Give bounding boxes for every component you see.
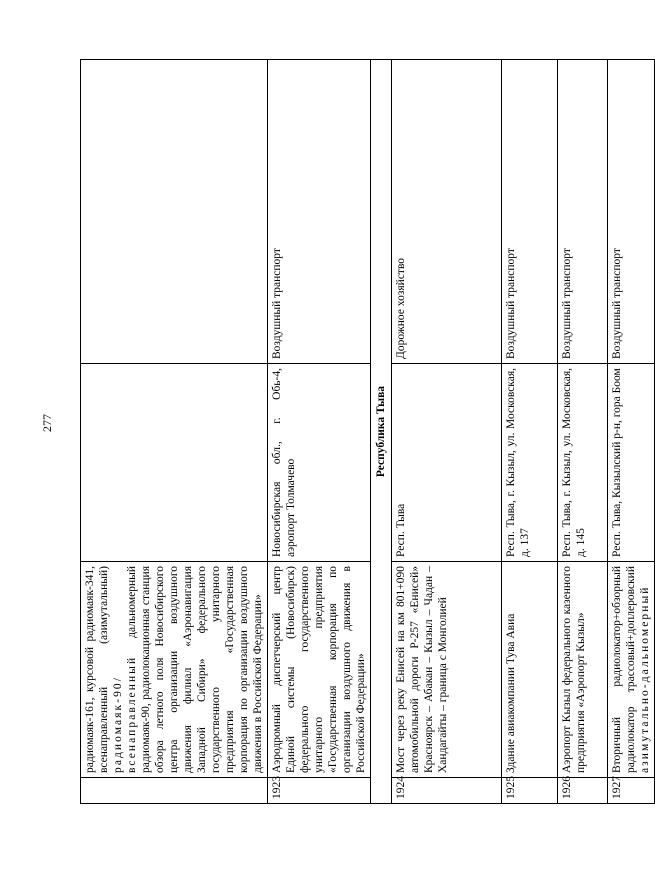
object-category: Воздушный транспорт bbox=[502, 60, 558, 364]
object-address: Респ. Тыва bbox=[392, 364, 502, 562]
table-row bbox=[608, 60, 655, 804]
object-name-line-spaced: радиомаяк-90/всенаправленный bbox=[112, 655, 139, 773]
row-number bbox=[81, 778, 268, 804]
table-row bbox=[81, 60, 268, 804]
registry-table-rotated bbox=[80, 60, 652, 804]
object-address: Новосибирская обл., г. Обь-4, аэропорт Толмачево bbox=[268, 364, 371, 562]
table-row bbox=[268, 60, 371, 804]
object-name-line: дальномерный радиомаяк-90, радиолокационная станция обзора летного поля Новосибирского центра организации воздушного движения филиал «Аэронавигация Западной Сибири» федерального государственного унитарного предприятия «Государственная корпорация по организации воздушного движения в Российской Федерации» bbox=[126, 566, 265, 773]
object-name bbox=[81, 562, 268, 778]
region-header-row bbox=[371, 60, 392, 804]
registry-table bbox=[80, 59, 655, 804]
row-number: 1923 bbox=[268, 778, 371, 804]
table-row bbox=[558, 60, 608, 804]
object-category bbox=[81, 60, 268, 364]
object-name-line: Вторичный радиолокатор+обзорный радиолокатор трассовый+доплеровский bbox=[611, 566, 638, 773]
object-name: Мост через реку Енисей на км 801+090 автомобильной дороги Р-257 «Енисей» Красноярск – Абакан – Кызыл – Чадан – Хандагайты – граница с Монголией bbox=[392, 562, 502, 778]
row-number: 1925 bbox=[502, 778, 558, 804]
object-name: Аэропорт Кызыл федерального казенного предприятия «Аэропорт Кызыл» bbox=[558, 562, 608, 778]
object-category: Дорожное хозяйство bbox=[392, 60, 502, 364]
object-address: Респ. Тыва, г. Кызыл, ул. Московская, д. 137 bbox=[502, 364, 558, 562]
object-address: Респ. Тыва, г. Кызыл, ул. Московская, д. 145 bbox=[558, 364, 608, 562]
object-name bbox=[608, 562, 655, 778]
row-number: 1926 bbox=[558, 778, 608, 804]
object-name-line-spaced: азимутально-дальномерный bbox=[639, 585, 652, 773]
table-row bbox=[392, 60, 502, 804]
object-category: Воздушный транспорт bbox=[558, 60, 608, 364]
object-name: Здание авиакомпании Тува Авиа bbox=[502, 562, 558, 778]
row-number: 1927 bbox=[608, 778, 655, 804]
object-category: Воздушный транспорт bbox=[268, 60, 371, 364]
object-name-line: радиомаяк-161, курсовой радиомаяк-341, всенаправленный (азимутальный) bbox=[84, 566, 111, 773]
object-address bbox=[81, 364, 268, 562]
object-name: Аэродромный диспетчерский центр Единой системы (Новосибирск) федерального государственного унитарного предприятия «Государственная корпорация по организации воздушного движения в Российской Федерации» bbox=[268, 562, 371, 778]
region-title: Республика Тыва bbox=[371, 60, 392, 804]
table-row bbox=[502, 60, 558, 804]
object-category: Воздушный транспорт bbox=[608, 60, 655, 364]
row-number: 1924 bbox=[392, 778, 502, 804]
object-address: Респ. Тыва, Кызылский р-н, гора Боом bbox=[608, 364, 655, 562]
page-number: 277 bbox=[40, 414, 54, 432]
